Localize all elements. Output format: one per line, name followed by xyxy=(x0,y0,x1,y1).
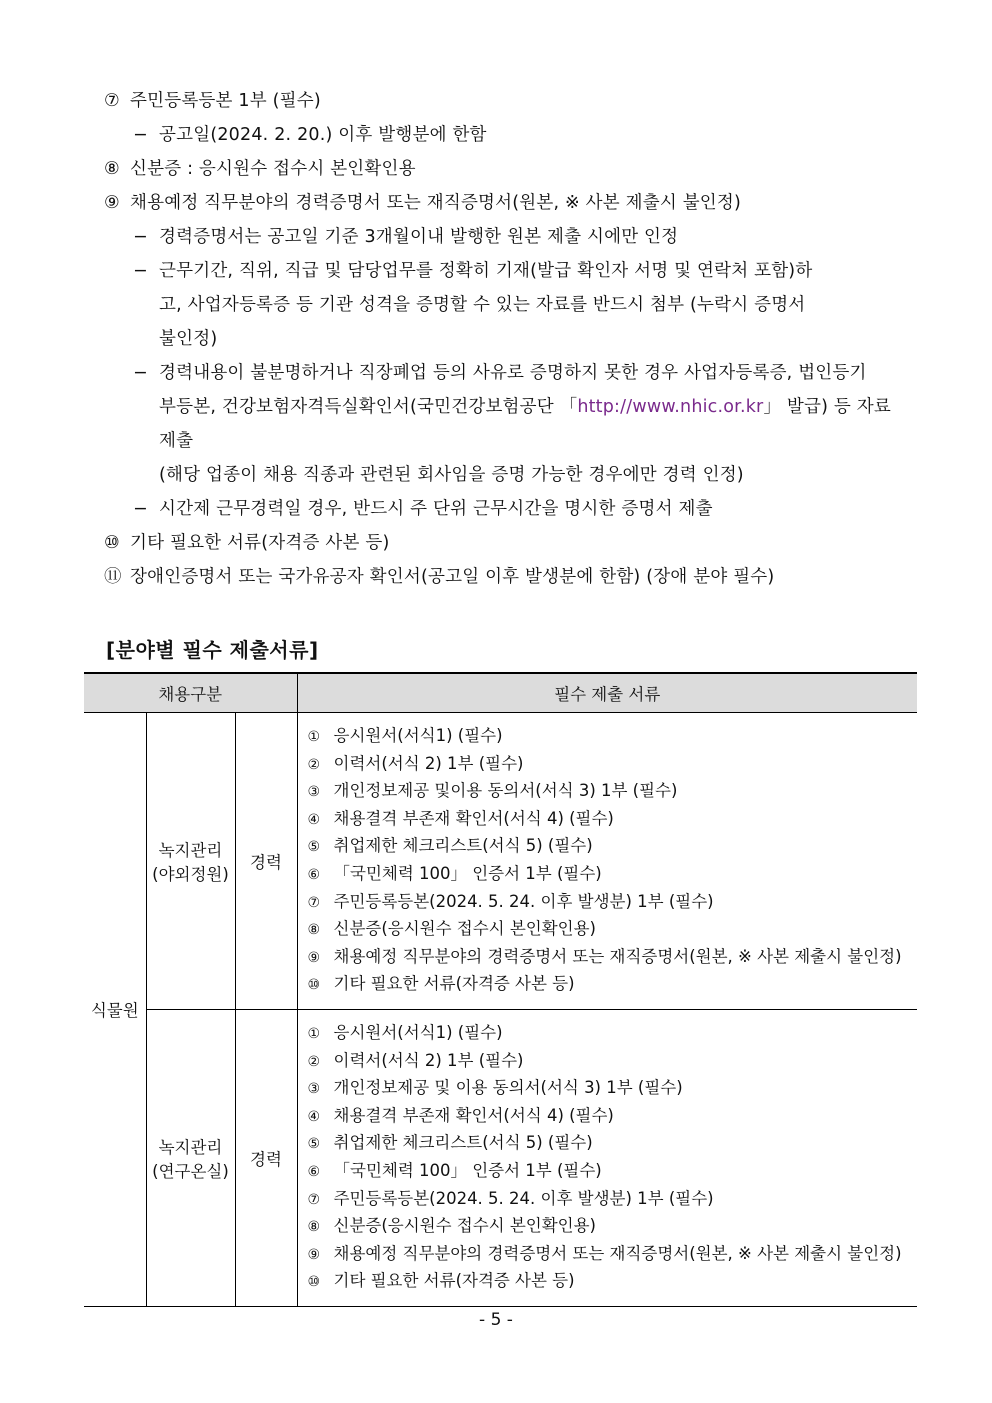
item-marker: ⑨ xyxy=(104,193,120,213)
item-text: 불인정) xyxy=(159,329,218,349)
item-marker: ③ xyxy=(307,784,321,801)
item-marker: ⑤ xyxy=(307,839,321,856)
document-item xyxy=(308,806,918,834)
list-item xyxy=(159,429,193,453)
item-text: 채용결격 부존재 확인서(서식 4) (필수) xyxy=(333,808,614,828)
item-text: 기타 필요한 서류(자격증 사본 등) xyxy=(333,1271,575,1291)
list-item xyxy=(104,157,416,181)
item-marker: − xyxy=(133,227,148,247)
document-item xyxy=(308,751,918,779)
item-text: 고, 사업자등록증 등 기관 성격을 증명할 수 있는 자료를 반드시 첨부 (누락시 증명서 xyxy=(159,295,806,315)
list-item xyxy=(104,565,774,589)
document-item xyxy=(308,778,918,806)
document-item xyxy=(308,1130,918,1158)
item-marker: ⑥ xyxy=(307,866,321,883)
docs-cell xyxy=(297,713,917,1010)
item-text: 기타 필요한 서류(자격증 사본 등) xyxy=(333,974,575,994)
document-item xyxy=(308,1020,918,1048)
item-marker: ⑦ xyxy=(307,1191,321,1208)
item-text: 신분증 : 응시원수 접수시 본인확인용 xyxy=(130,159,416,179)
item-marker: ⑧ xyxy=(307,922,321,939)
org-label: 식물원 xyxy=(90,1001,139,1021)
field-cell xyxy=(146,713,235,1010)
item-marker: ⑩ xyxy=(104,533,120,553)
document-item xyxy=(308,1158,918,1186)
page-number: - 5 - xyxy=(479,1310,513,1330)
document-item xyxy=(308,1268,918,1296)
item-marker: ⑪ xyxy=(104,567,122,587)
item-text: 응시원서(서식1) (필수) xyxy=(333,726,503,745)
item-text: (해당 업종이 채용 직종과 관련된 회사임을 증명 가능한 경우에만 경력 인정) xyxy=(159,465,744,485)
document-item xyxy=(308,1048,918,1076)
item-marker: ⑦ xyxy=(307,894,321,911)
table-header-row xyxy=(84,673,917,713)
item-text: 주민등록등본 1부 (필수) xyxy=(130,91,321,111)
list-item xyxy=(159,327,217,351)
item-text: 응시원서(서식1) (필수) xyxy=(333,1022,503,1042)
item-text: 채용결격 부존재 확인서(서식 4) (필수) xyxy=(333,1105,614,1125)
document-item xyxy=(308,1103,918,1131)
item-text: 채용예정 직무분야의 경력증명서 또는 재직증명서(원본, ※ 사본 제출시 불인정) xyxy=(333,1243,902,1263)
item-text: 이력서(서식 2) 1부 (필수) xyxy=(333,753,524,773)
document-item xyxy=(308,1186,918,1214)
item-text: 취업제한 체크리스트(서식 5) (필수) xyxy=(333,1133,593,1153)
item-marker: ⑥ xyxy=(307,1163,321,1180)
item-text: 주민등록등본(2024. 5. 24. 이후 발생분) 1부 (필수) xyxy=(333,891,714,911)
item-text: 신분증(응시원수 접수시 본인확인용) xyxy=(333,919,596,939)
field-cell xyxy=(146,1009,235,1306)
document-item xyxy=(308,723,918,751)
type-cell: 경력 xyxy=(235,713,297,1010)
item-text: 주민등록등본(2024. 5. 24. 이후 발생분) 1부 (필수) xyxy=(333,1188,714,1208)
list-item xyxy=(133,259,812,283)
list-item xyxy=(104,531,389,555)
item-text: 근무기간, 직위, 직급 및 담당업무를 정확히 기재(발급 확인자 서명 및 연락처 포함)하 xyxy=(159,261,813,281)
item-text: 채용예정 직무분야의 경력증명서 또는 재직증명서(원본, ※ 사본 제출시 불인정) xyxy=(130,193,742,213)
item-text: 시간제 근무경력일 경우, 반드시 주 단위 근무시간을 명시한 증명서 제출 xyxy=(159,499,713,519)
item-marker: ① xyxy=(307,1025,321,1042)
item-text: 제출 xyxy=(159,431,194,451)
field-line1: 녹지관리 xyxy=(158,1137,223,1157)
item-text: 장애인증명서 또는 국가유공자 확인서(공고일 이후 발생분에 한함) (장애 분야 필수) xyxy=(130,567,775,587)
field-line1: 녹지관리 xyxy=(158,840,223,860)
section-title: [분야별 필수 제출서류] xyxy=(106,638,319,662)
item-text: 신분증(응시원수 접수시 본인확인용) xyxy=(333,1216,596,1236)
item-marker: − xyxy=(133,499,148,519)
header-category: 채용구분 xyxy=(84,673,297,713)
table-row xyxy=(84,1009,917,1306)
item-marker: ④ xyxy=(307,1108,321,1125)
item-marker: − xyxy=(133,363,148,383)
item-text: 경력증명서는 공고일 기준 3개월이내 발행한 원본 제출 시에만 인정 xyxy=(159,227,679,247)
org-cell xyxy=(84,713,146,1307)
item-text: 채용예정 직무분야의 경력증명서 또는 재직증명서(원본, ※ 사본 제출시 불인정) xyxy=(333,946,902,966)
item-text: 」 발급) 등 자료 xyxy=(763,397,891,417)
item-text: 「국민체력 100」 인증서 1부 (필수) xyxy=(333,863,602,883)
list-item xyxy=(133,361,867,385)
item-marker: − xyxy=(133,125,148,145)
type-cell: 경력 xyxy=(235,1009,297,1306)
document-item xyxy=(308,861,918,889)
document-item xyxy=(308,971,918,999)
item-text: 이력서(서식 2) 1부 (필수) xyxy=(333,1050,524,1070)
item-marker: − xyxy=(133,261,148,281)
list-item xyxy=(159,293,805,317)
document-item xyxy=(308,833,918,861)
item-marker: ④ xyxy=(307,811,321,828)
nhic-link[interactable]: http://www.nhic.or.kr xyxy=(577,397,764,417)
item-marker: ⑩ xyxy=(307,1274,321,1291)
item-text: 공고일(2024. 2. 20.) 이후 발행분에 한함 xyxy=(159,125,487,145)
list-item xyxy=(133,123,487,147)
required-documents-table xyxy=(84,672,917,1307)
list-item xyxy=(104,191,741,215)
item-marker: ⑤ xyxy=(307,1136,321,1153)
item-text: 개인정보제공 및 이용 동의서(서식 3) 1부 (필수) xyxy=(333,1078,683,1098)
field-line2: (야외정원) xyxy=(152,864,229,884)
item-text: 경력내용이 불분명하거나 직장폐업 등의 사유로 증명하지 못한 경우 사업자등록증, 법인등기 xyxy=(159,363,867,383)
item-marker: ⑧ xyxy=(104,159,120,179)
document-item xyxy=(308,1075,918,1103)
document-item xyxy=(308,944,918,972)
docs-cell xyxy=(297,1009,917,1306)
item-marker: ⑨ xyxy=(307,949,321,966)
item-marker: ① xyxy=(307,729,321,745)
list-item xyxy=(159,463,744,487)
list-item xyxy=(133,497,713,521)
item-text: 「국민체력 100」 인증서 1부 (필수) xyxy=(333,1160,602,1180)
item-text: 개인정보제공 및이용 동의서(서식 3) 1부 (필수) xyxy=(333,781,678,801)
header-documents: 필수 제출 서류 xyxy=(297,673,917,713)
list-item xyxy=(133,225,678,249)
document-item xyxy=(308,889,918,917)
document-item xyxy=(308,1241,918,1269)
item-text: 취업제한 체크리스트(서식 5) (필수) xyxy=(333,836,593,856)
document-item xyxy=(308,916,918,944)
item-marker: ⑧ xyxy=(307,1219,321,1236)
list-item xyxy=(104,89,321,113)
item-marker: ② xyxy=(307,1053,321,1070)
item-marker: ⑨ xyxy=(307,1246,321,1263)
field-line2: (연구온실) xyxy=(152,1161,229,1181)
table-row xyxy=(84,713,917,1010)
item-marker: ⑦ xyxy=(104,91,120,111)
item-marker: ⑩ xyxy=(307,977,321,994)
item-marker: ③ xyxy=(307,1081,321,1098)
list-item xyxy=(159,395,891,419)
item-marker: ② xyxy=(307,756,321,773)
item-text: 부등본, 건강보험자격득실확인서(국민건강보험공단 「 xyxy=(159,397,578,417)
document-item xyxy=(308,1213,918,1241)
item-text: 기타 필요한 서류(자격증 사본 등) xyxy=(130,533,390,553)
